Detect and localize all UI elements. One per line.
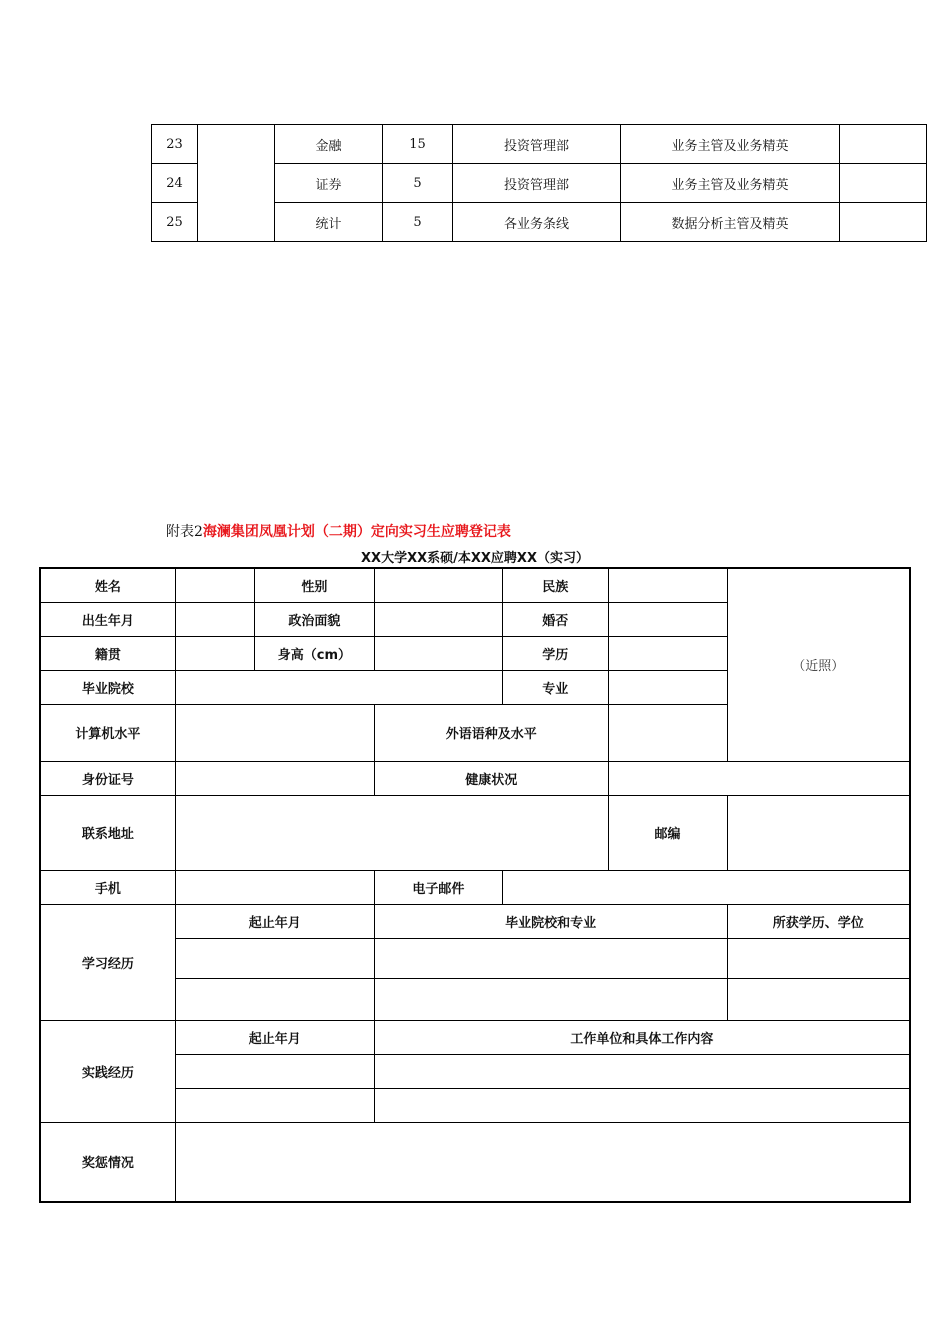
education-field[interactable] bbox=[608, 636, 727, 670]
label-origin: 籍贯 bbox=[40, 636, 175, 670]
study-period-field[interactable] bbox=[175, 938, 374, 978]
label-mobile: 手机 bbox=[40, 870, 175, 904]
health-field[interactable] bbox=[608, 761, 910, 795]
ethnicity-field[interactable] bbox=[608, 568, 727, 602]
row-number: 25 bbox=[152, 203, 198, 242]
marital-field[interactable] bbox=[608, 602, 727, 636]
count-cell: 5 bbox=[383, 164, 453, 203]
form-row bbox=[40, 795, 910, 870]
study-degree-field[interactable] bbox=[727, 978, 910, 1020]
form-row bbox=[40, 761, 910, 795]
photo-box[interactable]: （近照） bbox=[727, 568, 910, 761]
label-study: 学习经历 bbox=[40, 904, 175, 1020]
registration-form bbox=[39, 567, 911, 1203]
awards-field[interactable] bbox=[175, 1122, 910, 1202]
label-ethnicity: 民族 bbox=[502, 568, 608, 602]
label-practice: 实践经历 bbox=[40, 1020, 175, 1122]
role-cell: 业务主管及业务精英 bbox=[621, 164, 840, 203]
birth-field[interactable] bbox=[175, 602, 254, 636]
height-field[interactable] bbox=[374, 636, 502, 670]
computer-field[interactable] bbox=[175, 704, 374, 761]
table-row bbox=[152, 125, 927, 164]
label-education: 学历 bbox=[502, 636, 608, 670]
origin-field[interactable] bbox=[175, 636, 254, 670]
practice-period-field[interactable] bbox=[175, 1088, 374, 1122]
school-field[interactable] bbox=[175, 670, 502, 704]
form-row bbox=[40, 870, 910, 904]
position-table bbox=[151, 124, 927, 242]
caption-prefix: 附表2 bbox=[166, 524, 203, 540]
count-cell: 5 bbox=[383, 203, 453, 242]
practice-period-field[interactable] bbox=[175, 1054, 374, 1088]
empty-cell bbox=[840, 203, 927, 242]
label-health: 健康状况 bbox=[374, 761, 608, 795]
row-number: 23 bbox=[152, 125, 198, 164]
practice-content-field[interactable] bbox=[374, 1054, 910, 1088]
label-email: 电子邮件 bbox=[374, 870, 502, 904]
id-field[interactable] bbox=[175, 761, 374, 795]
empty-cell bbox=[840, 125, 927, 164]
gender-field[interactable] bbox=[374, 568, 502, 602]
form-subtitle: XX大学XX系硕/本XX应聘XX（实习） bbox=[361, 551, 589, 566]
label-awards: 奖惩情况 bbox=[40, 1122, 175, 1202]
field-cell: 证券 bbox=[275, 164, 383, 203]
label-postcode: 邮编 bbox=[608, 795, 727, 870]
form-caption bbox=[166, 521, 511, 541]
address-field[interactable] bbox=[175, 795, 608, 870]
study-period-field[interactable] bbox=[175, 978, 374, 1020]
study-school-field[interactable] bbox=[374, 978, 727, 1020]
label-birth: 出生年月 bbox=[40, 602, 175, 636]
study-period-header: 起止年月 bbox=[175, 904, 374, 938]
row-number: 24 bbox=[152, 164, 198, 203]
email-field[interactable] bbox=[502, 870, 910, 904]
label-major: 专业 bbox=[502, 670, 608, 704]
postcode-field[interactable] bbox=[727, 795, 910, 870]
role-cell: 数据分析主管及精英 bbox=[621, 203, 840, 242]
major-field[interactable] bbox=[608, 670, 727, 704]
label-gender: 性别 bbox=[254, 568, 374, 602]
label-language: 外语语种及水平 bbox=[374, 704, 608, 761]
label-computer: 计算机水平 bbox=[40, 704, 175, 761]
study-degree-header: 所获学历、学位 bbox=[727, 904, 910, 938]
dept-cell: 各业务条线 bbox=[453, 203, 621, 242]
form-row bbox=[40, 568, 910, 602]
label-address: 联系地址 bbox=[40, 795, 175, 870]
form-row bbox=[40, 1020, 910, 1054]
form-row bbox=[40, 904, 910, 938]
dept-cell: 投资管理部 bbox=[453, 125, 621, 164]
role-cell: 业务主管及业务精英 bbox=[621, 125, 840, 164]
form-row bbox=[40, 1122, 910, 1202]
dept-cell: 投资管理部 bbox=[453, 164, 621, 203]
study-school-field[interactable] bbox=[374, 938, 727, 978]
label-height: 身高（cm） bbox=[254, 636, 374, 670]
practice-content-header: 工作单位和具体工作内容 bbox=[374, 1020, 910, 1054]
count-cell: 15 bbox=[383, 125, 453, 164]
field-cell: 金融 bbox=[275, 125, 383, 164]
empty-cell bbox=[840, 164, 927, 203]
practice-content-field[interactable] bbox=[374, 1088, 910, 1122]
study-school-header: 毕业院校和专业 bbox=[374, 904, 727, 938]
mobile-field[interactable] bbox=[175, 870, 374, 904]
language-field[interactable] bbox=[608, 704, 727, 761]
practice-period-header: 起止年月 bbox=[175, 1020, 374, 1054]
label-school: 毕业院校 bbox=[40, 670, 175, 704]
name-field[interactable] bbox=[175, 568, 254, 602]
political-field[interactable] bbox=[374, 602, 502, 636]
field-cell: 统计 bbox=[275, 203, 383, 242]
label-marital: 婚否 bbox=[502, 602, 608, 636]
label-name: 姓名 bbox=[40, 568, 175, 602]
label-political: 政治面貌 bbox=[254, 602, 374, 636]
label-id: 身份证号 bbox=[40, 761, 175, 795]
merged-empty-cell bbox=[198, 125, 275, 242]
study-degree-field[interactable] bbox=[727, 938, 910, 978]
caption-title: 海澜集团凤凰计划（二期）定向实习生应聘登记表 bbox=[202, 524, 511, 540]
